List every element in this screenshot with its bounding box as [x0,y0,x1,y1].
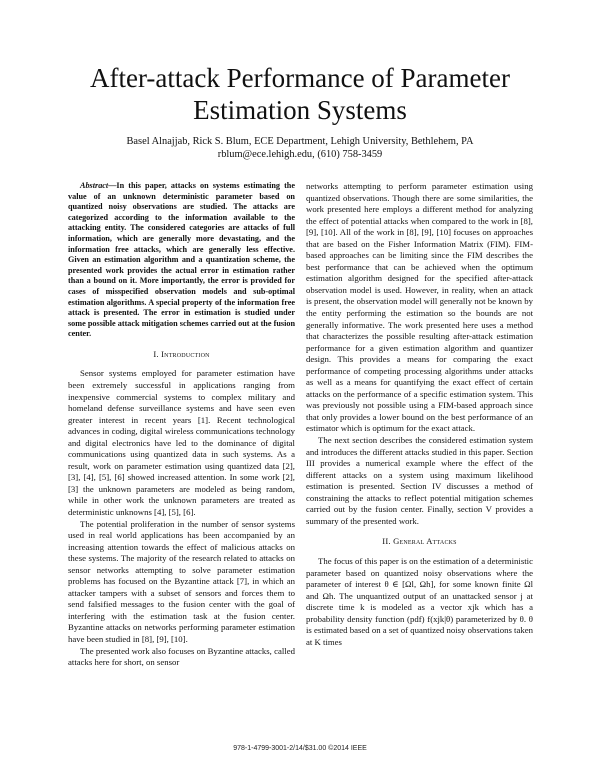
section-heading-introduction [68,349,295,361]
abstract-label: Abstract [80,181,109,190]
paper-title [60,62,540,126]
abstract-text: —In this paper, attacks on systems estimating the value of an unknown deterministic parameter based on quantized noisy observations are studied. The attacks are categorized according to the information available to the attacking entity. The considered categories are attacks of full information, which are generally more devastating, and the information free attacks, which are generally less effective. Given an estimation algorithm and a quantization scheme, the presented work provides the actual error in estimation rather than a bound on it. More importantly, the error is provided for cases of misspecified observation models and sub-optimal estimation algorithms. A special property of the information free attack is presented. The error in estimation is studied under some possible attack mitigation schemes carried out at the fusion center. [68,181,295,339]
section-title: General Attacks [393,536,457,547]
intro-paragraph-3-continued: networks attempting to perform parameter estimation using quantized observations. Though there are some similarities, the work presented here employs a different method for analyzing the effect of potential attacks when compared to the work in [8], [9], [10]. All of the work in [8], [9], [10] focuses on approaches that are based on the Fisher Information Matrix (FIM). FIM-based approaches can be limiting since the FIM describes the best performance that can be achieved when the optimum estimation algorithm designed for the specified after-attack observation model is used. However, in reality, when an attack is present, the observation model will generally not be known by the entity performing the estimation so the bounds are not generally informative. The work presented here uses a method that characterizes the possible resulting after-attack estimation performance for a given estimation algorithm and quantizer design. This provides a means for comparing the exact performance of competing processing algorithms under attacks as well as a means for quantifying the exact effect of certain attacks on the performance of a specific estimation system. This was previously not possible using a FIM-based approach since that only provides a lower bound on the best performance of an estimator which is optimum for the exact attack. [306,181,533,434]
general-attacks-paragraph-1: The focus of this paper is on the estimation of a deterministic parameter based on quantized noisy observations where the parameter of interest θ ∈ [Ωl, Ωh], for some known finite Ωl and Ωh. The unquantized output of an unattacked sensor j at discrete time k is modeled as a vector xjk which has a probability density function (pdf) f(xjk|θ) parameterized by θ. θ is estimated based on a set of quantized noisy observations taken at K times [306,555,533,647]
intro-paragraph-2: The potential proliferation in the number of sensor systems used in real world applications has been accompanied by an increasing attention towards the effect of malicious attacks on these systems. The majority of the research related to attacks on sensor networks attempting to solve parameter estimation problems has focused on the Byzantine attack [7], in which an attacker tampers with a subset of sensors and forces them to send falsified messages to the fusion center with the goal of interfering with the estimation task at the fusion center. Byzantine attacks on networks performing parameter estimation have been studied in [8], [9], [10]. [68,518,295,645]
section-heading-general-attacks [306,536,533,548]
section-number: I. [153,348,159,359]
author-names: Basel Alnajjab, Rick S. Blum, ECE Department, Lehigh University, Bethlehem, PA [126,136,474,147]
intro-paragraph-1: Sensor systems employed for parameter estimation have been extremely successful in applications ranging from inexpensive commercial systems to complex military and homeland defense surveillance systems and have seen even greater interest in recent years [1]. Recent technological advances in coding, digital wireless communications technology and digital electronics have led to the dominance of digital communications using quantized data in such systems. As a result, work on parameter estimation using quantized data [2], [3], [4], [5], [6] showed increased attention. In some work [2], [3] the unknown parameters are modeled as being random, while in other work the unknown parameters are treated as deterministic unknowns [4], [5], [6]. [68,368,295,518]
title-line-2: Estimation Systems [193,95,407,125]
copyright-footer: 978-1-4799-3001-2/14/$31.00 ©2014 IEEE [233,745,367,752]
author-block [60,135,540,161]
abstract [68,181,295,340]
right-column [306,181,533,648]
section-number: II. [382,536,391,547]
left-column [68,181,295,669]
intro-paragraph-3: The presented work also focuses on Byzantine attacks, called attacks here for short, on sensor [68,645,295,668]
title-line-1: After-attack Performance of Parameter [90,63,510,93]
intro-paragraph-4: The next section describes the considered estimation system and introduces the different attacks studied in this paper. Section III provides a numerical example where the effect of the different attacks on a system using maximum likelihood estimation is presented. Section IV discusses a method of constraining the attacks to reflect potential mitigation schemes carried out by the fusion center. Finally, section V provides a summary of the presented work. [306,435,533,526]
section-title: Introduction [161,348,210,359]
author-contact: rblum@ece.lehigh.edu, (610) 758-3459 [217,149,383,160]
